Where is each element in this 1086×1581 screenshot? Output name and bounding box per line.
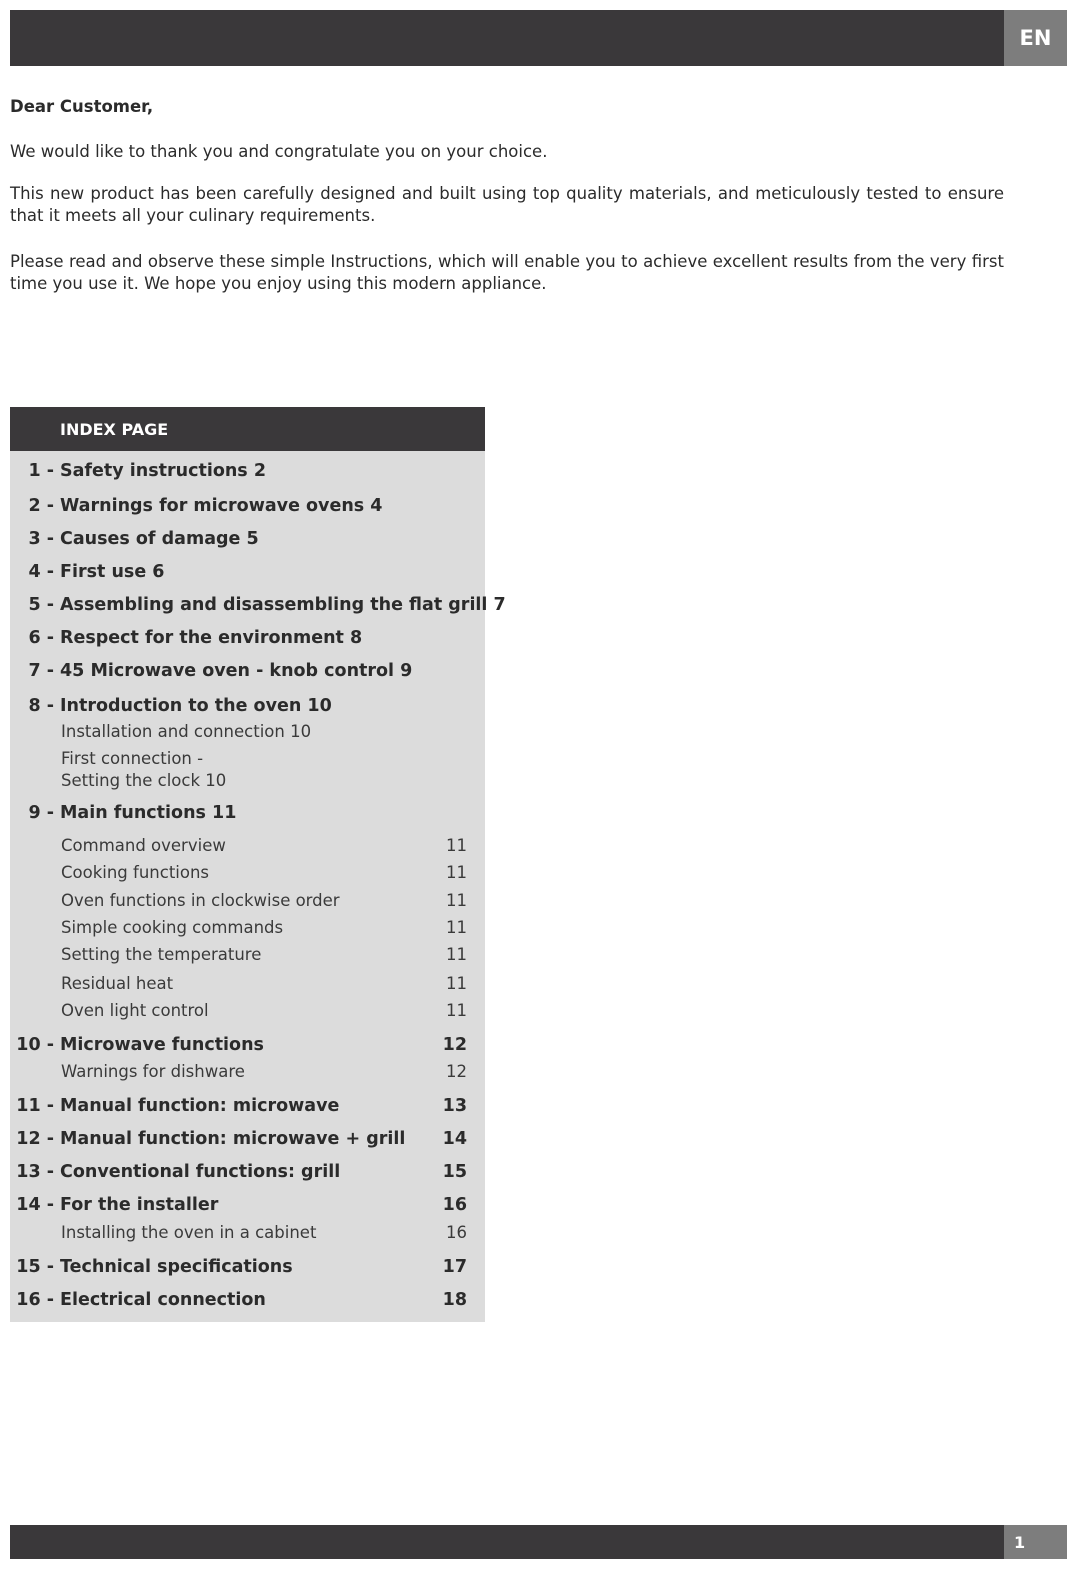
index-panel: INDEX PAGE 1 - Safety instructions 2 2 - Warnings for microwave ovens 4 3 - Causes of damage 5 4 - First use 6 5 - Assembling and disassembling the flat grill 7 6 - Respect for the environment 8 7 - 45 Microwave oven - knob control 9 8 - Introduction to the oven 10 Installation and connection 10 First connection - Setting the clock 10 9 - Main functions 11 Command overview 11 Cooking functions 11 Oven functions in clockwise order 11 Simple cooking commands 11 Setting the temperature 11 Residual heat 11 Oven light control 11 10 - Microwave functions 12 Warnings for dishware 12 11 - Manual function: microwave 13 12 - Manual function: microwave + grill 14 13 - Conventional functions: grill 15 14 - For the installer 16 Installing the oven in a cabinet 16 15 - Technical specifications 17 16 - Electrical connection 18 <box>10 407 485 1322</box>
index-title: INDEX PAGE <box>10 407 485 451</box>
language-label: EN <box>1004 10 1067 66</box>
intro-paragraph-3: Please read and observe these simple Instructions, which will enable you to achieve excellent results from the very first time you use it. We hope you enjoy using this modern appliance. <box>10 252 1004 293</box>
greeting: Dear Customer, <box>10 97 154 116</box>
footer-bar <box>10 1525 1067 1559</box>
page-number: 1 <box>1004 1525 1067 1559</box>
intro-paragraph-1: We would like to thank you and congratulate you on your choice. <box>10 142 548 161</box>
intro-paragraph-2: This new product has been carefully designed and built using top quality materials, and meticulously tested to ensure that it meets all your culinary requirements. <box>10 184 1004 225</box>
header-bar <box>10 10 1067 66</box>
